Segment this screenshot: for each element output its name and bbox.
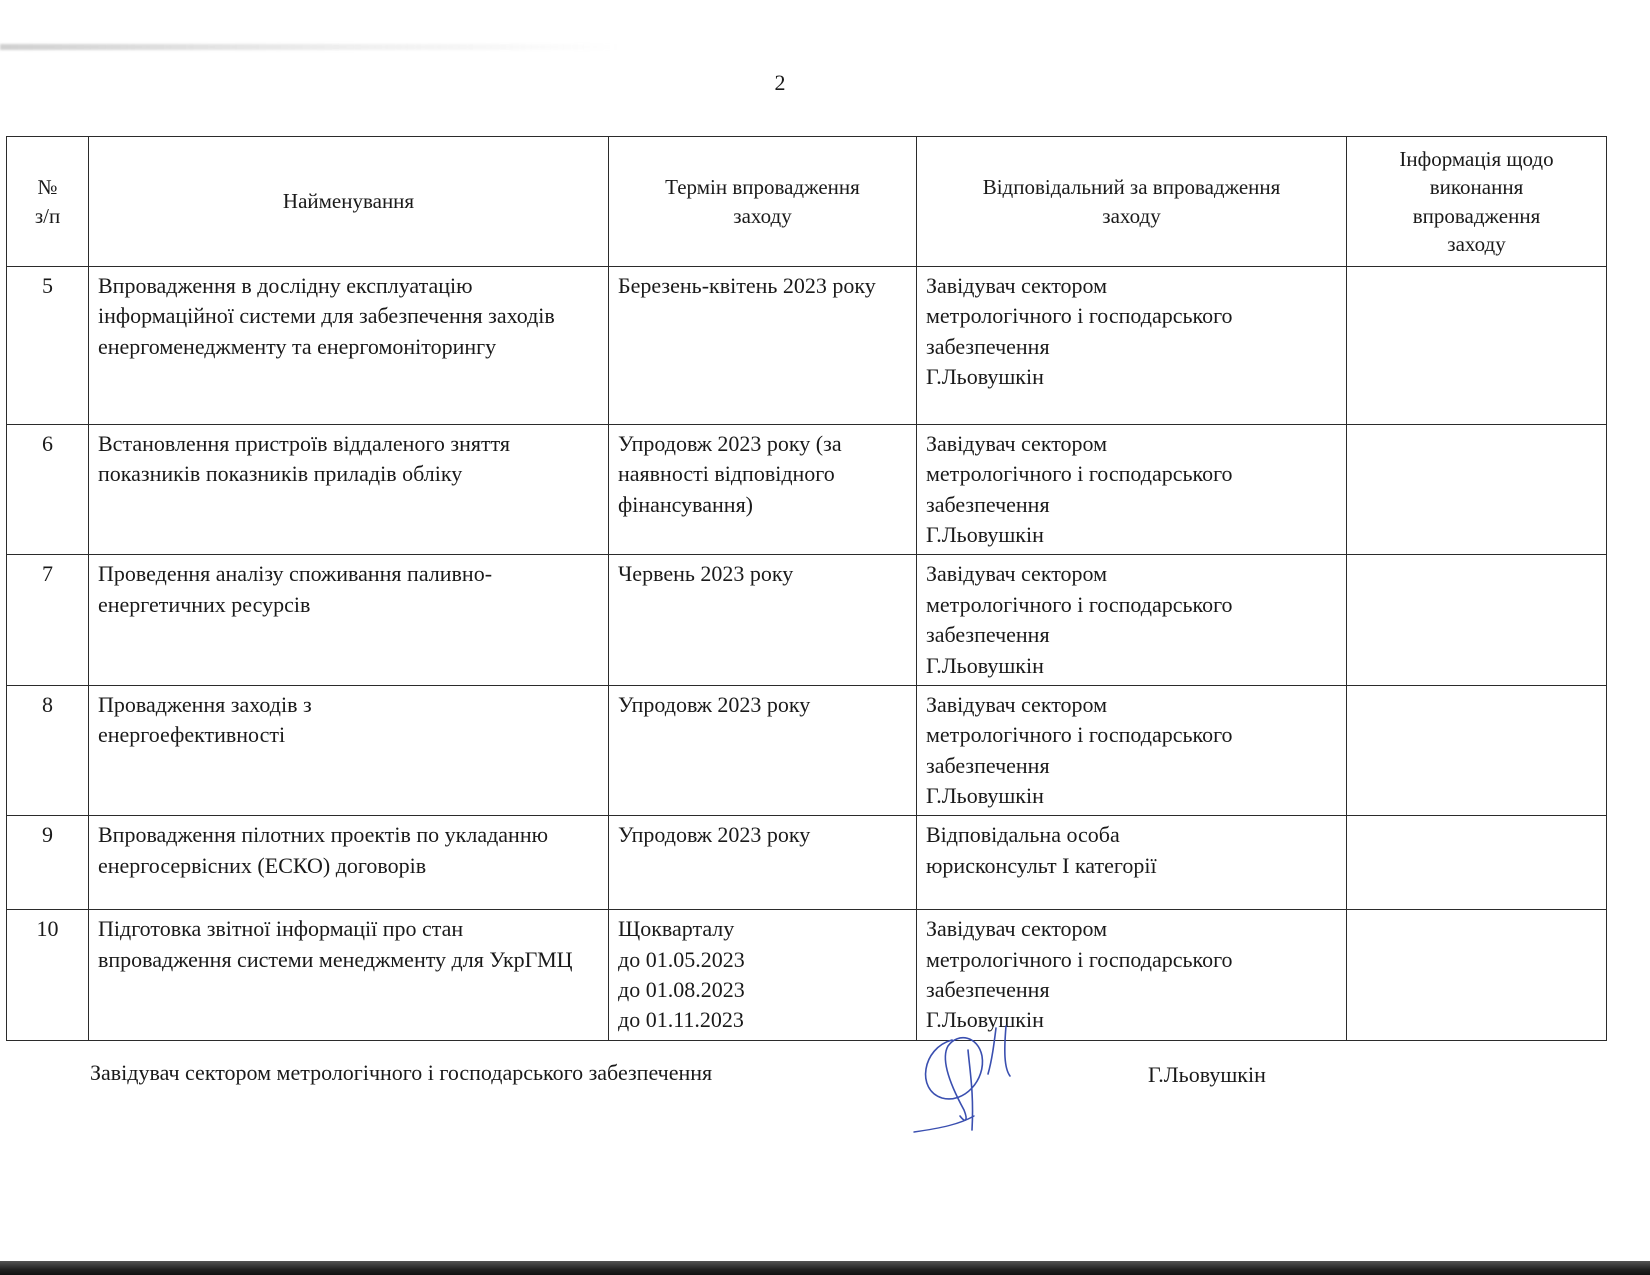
header-name: Найменування — [89, 137, 609, 267]
row-responsible: Відповідальна особа юрисконсульт І категорії — [917, 816, 1347, 910]
row-name: Підготовка звітної інформації про стан впровадження системи менеджменту для УкрГМЦ — [89, 910, 609, 1040]
scan-artifact — [0, 44, 620, 50]
row-number: 10 — [7, 910, 89, 1040]
footer-position-title: Завідувач сектором метрологічного і господарського забезпечення — [90, 1060, 713, 1085]
scan-bottom-edge — [0, 1261, 1650, 1275]
table-row — [7, 685, 1607, 815]
row-info — [1347, 816, 1607, 910]
footer-signatory-name: Г.Льовушкін — [1148, 1062, 1266, 1087]
row-responsible: Завідувач сектором метрологічного і господарського забезпечення Г.Льовушкін — [917, 267, 1347, 425]
table-row — [7, 816, 1607, 910]
row-number: 7 — [7, 555, 89, 685]
header-number: № з/п — [7, 137, 89, 267]
row-name: Встановлення пристроїв віддаленого зняття показників показників приладів обліку — [89, 425, 609, 555]
header-info: Інформація щодо виконання впровадження заходу — [1347, 137, 1607, 267]
signature-icon — [912, 1020, 1042, 1140]
row-name: Проведення аналізу споживання паливно-енергетичних ресурсів — [89, 555, 609, 685]
row-responsible: Завідувач сектором метрологічного і господарського забезпечення Г.Льовушкін — [917, 555, 1347, 685]
signature-stroke — [926, 1026, 1010, 1130]
measures-table — [6, 136, 1607, 1041]
row-info — [1347, 910, 1607, 1040]
row-responsible: Завідувач сектором метрологічного і господарського забезпечення Г.Льовушкін — [917, 425, 1347, 555]
row-term: Упродовж 2023 року (за наявності відповідного фінансування) — [609, 425, 917, 555]
row-info — [1347, 425, 1607, 555]
row-name: Провадження заходів з енергоефективності — [89, 685, 609, 815]
row-number: 9 — [7, 816, 89, 910]
row-term: Щокварталу до 01.05.2023 до 01.08.2023 до 01.11.2023 — [609, 910, 917, 1040]
row-info — [1347, 685, 1607, 815]
signature-underline — [914, 1116, 974, 1132]
header-responsible: Відповідальний за впровадження заходу — [917, 137, 1347, 267]
row-number: 5 — [7, 267, 89, 425]
table-row — [7, 425, 1607, 555]
row-info — [1347, 555, 1607, 685]
table-row — [7, 555, 1607, 685]
row-responsible: Завідувач сектором метрологічного і господарського забезпечення Г.Льовушкін — [917, 685, 1347, 815]
table-row — [7, 910, 1607, 1040]
row-info — [1347, 267, 1607, 425]
row-term: Упродовж 2023 року — [609, 685, 917, 815]
row-term: Червень 2023 року — [609, 555, 917, 685]
row-responsible: Завідувач сектором метрологічного і господарського забезпечення Г.Льовушкін — [917, 910, 1347, 1040]
row-number: 8 — [7, 685, 89, 815]
table-header-row — [7, 137, 1607, 267]
table-row — [7, 267, 1607, 425]
header-term: Термін впровадження заходу — [609, 137, 917, 267]
row-name: Впровадження в дослідну експлуатацію інформаційної системи для забезпечення заходів енергоменеджменту та енергомоніторингу — [89, 267, 609, 425]
row-name: Впровадження пілотних проектів по укладанню енергосервісних (ЕСКО) договорів — [89, 816, 609, 910]
row-term: Березень-квітень 2023 року — [609, 267, 917, 425]
page-number: 2 — [774, 70, 786, 95]
row-number: 6 — [7, 425, 89, 555]
row-term: Упродовж 2023 року — [609, 816, 917, 910]
